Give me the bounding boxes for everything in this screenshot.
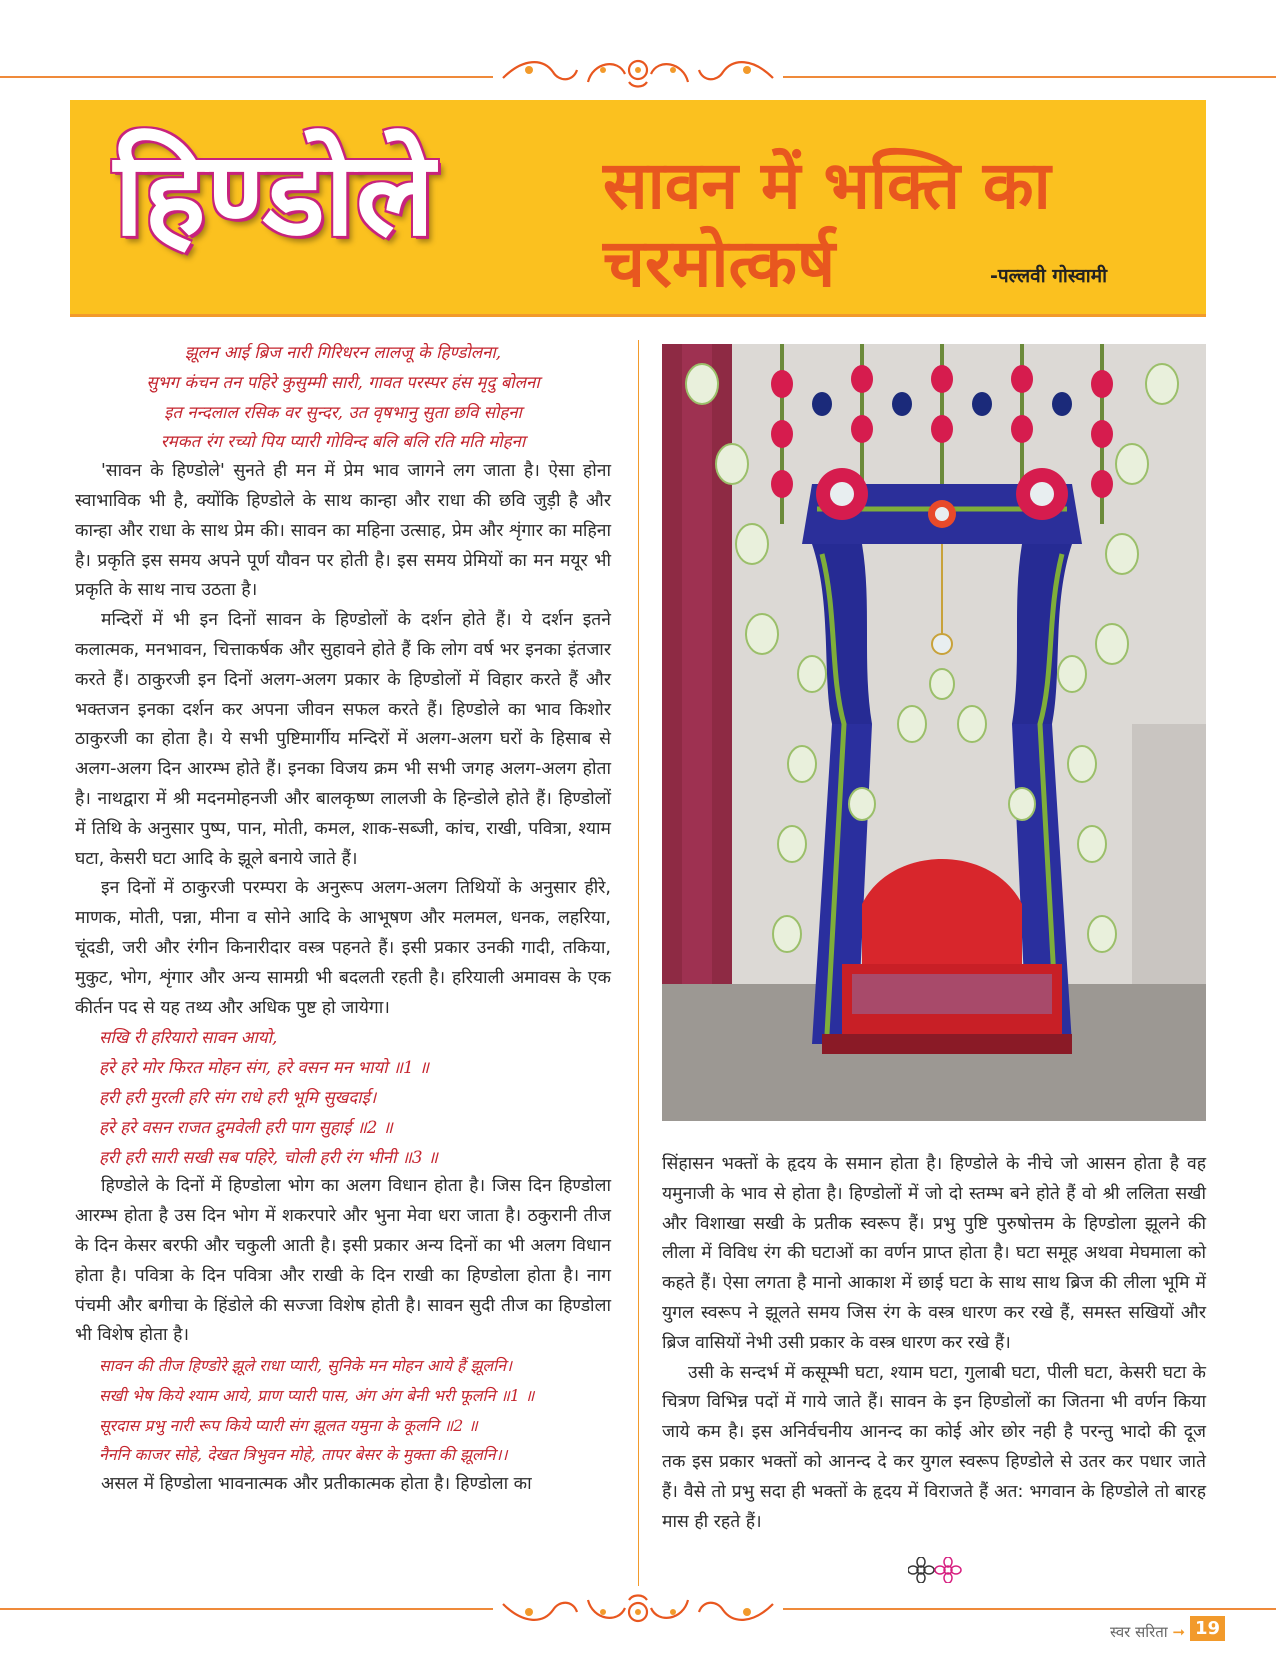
column-divider — [638, 340, 639, 1586]
paragraph: इन दिनों में ठाकुरजी परम्परा के अनुरूप अलग-अलग तिथियों के अनुसार हीरे, माणक, मोती, पन्ना, मीना व सोने आदि के आभूषण और मलमल, धनक, लहरिया, चूंदडी, जरी और रंगीन किनारीदार वस्त्र पहनते हैं। इसी प्रकार उनकी गादी, तकिया, मुकुट, भोग, शृंगार और अन्य सामग्री भी बदलती रहती है। हरियाली अमावस के एक कीर्तन पद से यह तथ्य और अधिक पुष्ट हो जायेगा। — [75, 878, 611, 1018]
paragraph: सिंहासन भक्तों के हृदय के समान होता है। हिण्डोले के नीचे जो आसन होता है वह यमुनाजी के भाव से होता है। हिण्डोलों में जो दो स्तम्भ बने होते हैं वो श्री ललिता सखी और विशाखा सखी के प्रतीक स्वरूप हैं। प्रभु पुष्टि पुरुषोत्तम के हिण्डोला झूलने की लीला में विविध रंग की घटाओं का वर्णन प्राप्त होता है। घटा समूह अथवा मेघमाला को कहते हैं। ऐसा लगता है मानो आकाश में छाई घटा के साथ साथ ब्रिज की लीला भूमि में युगल स्वरूप ने झूलते समय जिस रंग के वस्त्र धारण कर रखे हैं, समस्त सखियों और ब्रिज वासियों नेभी उसी प्रकार के वस्त्र धारण कर रखे हैं। — [662, 1154, 1206, 1353]
magazine-name: स्वर सरिता ➞ — [1110, 1623, 1186, 1641]
verse-line: हरे हरे वसन राजत द्रुमवेली हरी पाग सुहाई ॥2 ॥ — [99, 1116, 393, 1137]
paragraph: मन्दिरों में भी इन दिनों सावन के हिण्डोलों के दर्शन होते हैं। ये दर्शन इतने कलात्मक, मनभावन, चित्ताकर्षक और सुहावने होते हैं कि लोग वर्ष भर इनका इंतजार करते हैं। ठाकुरजी इन दिनों अलग-अलग प्रकार के हिण्डोलों में विहार करते हैं और भक्तजन इनका दर्शन कर अपना जीवन सफल करते हैं। हिण्डोले का भाव किशोर ठाकुरजी का होता है। ये सभी पुष्टिमार्गीय मन्दिरों में अलग-अलग घरों के हिसाब से अलग-अलग दिन आरम्भ होते हैं। इनका विजय क्रम भी सभी जगह अलग-अलग होता है। नाथद्वारा में श्री मदनमोहनजी और बालकृष्ण लालजी के हिन्डोले होते हैं। हिण्डोलों में तिथि के अनुसार पुष्प, पान, मोती, कमल, शाक-सब्जी, कांच, राखी, पवित्रा, श्याम घटा, केसरी घटा आदि के झूले बनाये जाते हैं। — [75, 610, 611, 869]
decorated-swing-illustration — [662, 344, 1206, 1121]
verse-line: सखि री हरियारो सावन आयो, — [99, 1027, 278, 1048]
scroll-ornament-icon — [493, 52, 783, 92]
verse-line: नैननि काजर सोहे, देखत त्रिभुवन मोहे, तापर बेसर के मुक्ता की झूलनि।। — [99, 1445, 508, 1465]
paragraph: हिण्डोले के दिनों में हिण्डोला भोग का अलग विधान होता है। जिस दिन हिण्डोला आरम्भ होता है उस दिन भोग में शकरपारे और भुना मेवा धरा जाता है। ठकुरानी तीज के दिन केसर बरफी और चकुली आती है। इसी प्रकार अन्य दिनों का भी अलग विधान होता है। पवित्रा के दिन पवित्रा और राखी के दिन राखी का हिण्डोला होता है। नाग पंचमी और बगीचा के हिंडोले की सज्जा विशेष होती है। सावन सुदी तीज का हिण्डोला भी विशेष होता है। — [75, 1176, 611, 1346]
verse-block-3 — [75, 1351, 611, 1470]
verse-line: झूलन आई ब्रिज नारी गिरिधरन लालजू के हिण्डोलना, — [184, 342, 502, 362]
paragraph: असल में हिण्डोला भावनात्मक और प्रतीकात्मक होता है। हिण्डोला का — [101, 1474, 532, 1495]
verse-line: रमकत रंग रच्यो पिय प्यारी गोविन्द बलि बलि रति मति मोहना — [160, 431, 526, 452]
verse-line: सूरदास प्रभु नारी रूप किये प्यारी संग झूलत यमुना के कूलनि ॥2 ॥ — [99, 1415, 478, 1435]
paragraph: 'सावन के हिण्डोले' सुनते ही मन में प्रेम भाव जागने लग जाता है। ऐसा होना स्वाभाविक भी है, क्योंकि हिण्डोले के साथ कान्हा और राधा की छवि जुड़ी है और कान्हा और राधा के साथ प्रेम की। सावन का महिना उत्साह, प्रेम और शृंगार का महिना है। प्रकृति इस समय अपने पूर्ण यौवन पर होती है। इस समय प्रेमियों का मन मयूर भी प्रकृति के साथ नाच उठता है। — [75, 461, 611, 601]
paragraph: उसी के सन्दर्भ में कसूम्भी घटा, श्याम घटा, गुलाबी घटा, पीली घटा, केसरी घटा के चित्रण विभिन्न पदों में गाये जाते हैं। सावन के इन हिण्डोलों का जितना भी वर्णन किया जाये कम है। इस अनिर्वचनीय आनन्द का कोई ओर छोर नही है परन्तु भादो की दूज तक इस प्रकार भक्तों को आनन्द दे कर युगल स्वरूप हिण्डोले से उतर कर पधार जाते हैं। वैसे तो प्रभु सदा ही भक्तों के हृदय में विराजते हैं अत: भगवान के हिण्डोले तो बारह मास ही रहते हैं। — [662, 1362, 1206, 1532]
swing-photo — [662, 344, 1206, 1121]
verse-line: सावन की तीज हिण्डोरे झूले राधा प्यारी, सुनिके मन मोहन आये हैं झूलनि। — [99, 1356, 512, 1376]
verse-line: सखी भेष किये श्याम आये, प्राण प्यारी पास, अंग अंग बेनी भरी फूलनि ॥1 ॥ — [99, 1385, 535, 1405]
subtitle-line-1: सावन में भक्ति का — [603, 147, 1051, 224]
bottom-ornament — [0, 1590, 1276, 1630]
verse-line: हरी हरी सारी सखी सब पहिरे, चोली हरी रंग भीनी ॥3 ॥ — [99, 1146, 438, 1167]
title-banner — [70, 100, 1206, 317]
subtitle-line-2: चरमोत्कर्ष — [603, 225, 836, 302]
page-number: 19 — [1190, 1616, 1225, 1641]
verse-block-2 — [75, 1023, 611, 1172]
verse-line: इत नन्दलाल रसिक वर सुन्दर, उत वृषभानु सुता छवि सोहना — [164, 401, 522, 422]
right-column — [662, 1150, 1206, 1537]
verse-line: हरी हरी मुरली हरि संग राधे हरी भूमि सुखदाई। — [99, 1086, 377, 1107]
top-ornament — [0, 52, 1276, 92]
article-title: हिण्डोले — [114, 127, 436, 262]
author-byline: -पल्लवी गोस्वामी — [990, 265, 1108, 287]
verse-line: हरे हरे मोर फिरत मोहन संग, हरे वसन मन भायो ॥1 ॥ — [99, 1057, 430, 1078]
scroll-ornament-icon — [493, 1590, 783, 1630]
flower-end-icon — [908, 1557, 964, 1583]
left-column — [75, 338, 611, 1500]
verse-line: सुभग कंचन तन पहिरे कुसुम्मी सारी, गावत परस्पर हंस मृदु बोलना — [146, 371, 540, 392]
verse-block-1 — [75, 338, 611, 457]
